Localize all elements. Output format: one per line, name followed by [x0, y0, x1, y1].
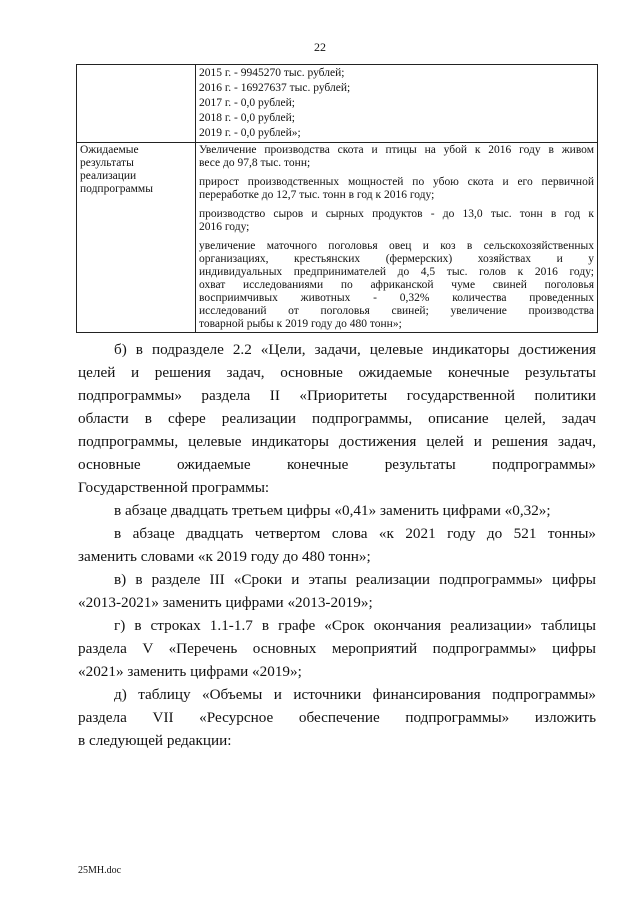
text-line: прирост производственных мощностей по убою скота и его первичной	[199, 176, 594, 188]
text-line: подпрограммы» раздела II «Приоритеты государственной политики	[78, 387, 596, 404]
paragraph-v	[78, 568, 596, 614]
label-line: подпрограммы	[80, 183, 153, 195]
funding-line: 2015 г. - 9945270 тыс. рублей;	[199, 67, 345, 79]
text-line: в следующей редакции:	[78, 732, 232, 749]
text-line: заменить словами «к 2019 году до 480 тонн»;	[78, 548, 371, 565]
table-cell-expected-results	[196, 143, 598, 333]
text-line: основные ожидаемые конечные результаты подпрограммы»	[78, 456, 596, 473]
text-line: «2013-2021» заменить цифрами «2013-2019»;	[78, 594, 373, 611]
text-line: охват исследованиями по африканской чуме свиней поголовья	[199, 279, 594, 291]
text-line: подпрограммы, целевые индикаторы достижения целей и решения задач,	[78, 433, 596, 450]
funding-line: 2018 г. - 0,0 рублей;	[199, 112, 295, 124]
text-line: организациях, крестьянских (фермерских) хозяйствах и у	[199, 253, 594, 265]
subprogram-passport-table	[76, 64, 598, 333]
table-cell-label	[77, 65, 196, 143]
paragraph-d	[78, 683, 596, 752]
funding-line: 2017 г. - 0,0 рублей;	[199, 97, 295, 109]
paragraph-b2	[78, 522, 596, 568]
result-paragraph	[199, 240, 594, 331]
funding-line: 2019 г. - 0,0 рублей»;	[199, 127, 301, 139]
text-line: исследований от поголовья свиней; увеличение производства	[199, 305, 594, 317]
paragraph-b1: в абзаце двадцать третьем цифры «0,41» заменить цифрами «0,32»;	[114, 502, 551, 519]
text-line: раздела V «Перечень основных мероприятий подпрограммы» цифры	[78, 640, 596, 657]
label-line: реализации	[80, 170, 137, 182]
text-line: 2016 году;	[199, 221, 250, 233]
table-row	[77, 65, 598, 143]
text-line: весе до 97,8 тыс. тонн;	[199, 157, 311, 169]
text-line: целей и решения задач, основные ожидаемые конечные результаты	[78, 364, 596, 381]
text-line: увеличение маточного поголовья овец и коз в сельскохозяйственных	[199, 240, 594, 252]
result-paragraph	[199, 176, 594, 202]
text-line: г) в строках 1.1-1.7 в графе «Срок окончания реализации» таблицы	[114, 617, 596, 634]
text-line: в) в разделе III «Сроки и этапы реализации подпрограммы» цифры	[114, 571, 596, 588]
text-line: товарной рыбы к 2019 году до 480 тонн»;	[199, 318, 402, 330]
text-line: восприимчивых животных - 0,32% количества проведенных	[199, 292, 594, 304]
amendments-text	[78, 338, 596, 752]
result-paragraph	[199, 208, 594, 234]
text-line: в абзаце двадцать четвертом слова «к 2021 году до 521 тонны»	[114, 525, 596, 542]
paragraph-g	[78, 614, 596, 683]
text-line: производство сыров и сырных продуктов - до 13,0 тыс. тонн в год к	[199, 208, 594, 220]
table-cell-label	[77, 143, 196, 333]
label-line: Ожидаемые	[80, 144, 139, 156]
text-line: «2021» заменить цифрами «2019»;	[78, 663, 302, 680]
funding-line: 2016 г. - 16927637 тыс. рублей;	[199, 82, 351, 94]
page-number: 22	[314, 40, 326, 54]
text-line: д) таблицу «Объемы и источники финансирования подпрограммы»	[114, 686, 596, 703]
text-line: индивидуальных предпринимателей до 4,5 тыс. голов к 2016 году;	[199, 266, 594, 278]
text-line: раздела VII «Ресурсное обеспечение подпрограммы» изложить	[78, 709, 596, 726]
text-line: б) в подразделе 2.2 «Цели, задачи, целевые индикаторы достижения	[114, 341, 596, 358]
text-line: Государственной программы:	[78, 479, 270, 496]
text-line: области в сфере реализации подпрограммы, описание целей, задач	[78, 410, 596, 427]
text-line: переработке до 12,7 тыс. тонн в год к 2016 году;	[199, 189, 435, 201]
result-paragraph	[199, 144, 594, 170]
paragraph-b	[78, 338, 596, 499]
text-line: Увеличение производства скота и птицы на убой к 2016 году в живом	[199, 144, 594, 156]
table-row	[77, 143, 598, 333]
label-line: результаты	[80, 157, 134, 169]
file-name-footer: 25МН.doc	[78, 865, 122, 876]
table-cell-funding	[196, 65, 598, 143]
